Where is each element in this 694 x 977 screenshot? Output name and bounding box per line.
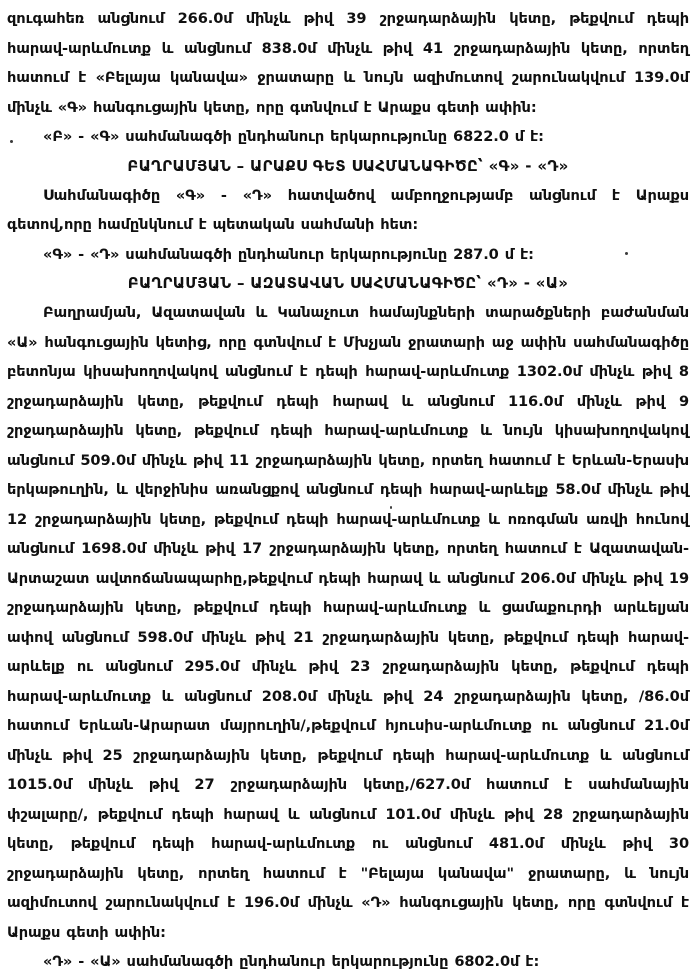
heading-baghramyan-araks-get: ԲԱՂՐԱՄՅԱՆ – ԱՐԱՔՍ ԳԵՏ ՍԱՀՄԱՆԱԳԻԾԸ՝ «Գ» - «Դ» bbox=[127, 156, 569, 175]
scan-speckle bbox=[390, 506, 392, 509]
paragraph-total-length-b-g: «Բ» - «Գ» սահմանագծի ընդհանուր երկարությունը 6822.0 մ է: bbox=[43, 128, 544, 145]
scan-speckle bbox=[625, 252, 628, 255]
heading-baghramyan-azatavan: ԲԱՂՐԱՄՅԱՆ – ԱԶԱՏԱՎԱՆ ՍԱՀՄԱՆԱԳԻԾԸ՝ «Դ» - «Ա» bbox=[127, 274, 569, 292]
scan-speckle bbox=[10, 140, 13, 143]
paragraph-continuation-bg-boundary: զուգահեռ անցնում 266.0մ մինչև թիվ 39 շրջադարձային կետը, թեքվում դեպի հարավ-արևմուտք և անցնում 838.0մ մինչև թիվ 41 շրջադարձային կետը, որտեղ հատում է «Բելայա կանավա» ջրատարը և նույն ազիմուտով շարունակվում 139.0մ մինչև «Գ» հանգուցային կետը, որը գտնվում է Արաքս գետի ափին: bbox=[7, 10, 689, 116]
paragraph-gd-boundary-description: Սահմանագիծը «Գ» - «Դ» հատվածով ամբողջությամբ անցնում է Արաքս գետով,որը համընկնում է պետական սահմանի հետ: bbox=[7, 186, 689, 233]
paragraph-total-length-d-a: «Դ» - «Ա» սահմանագծի ընդհանուր երկարությունը 6802.0մ է: bbox=[43, 953, 540, 970]
paragraph-da-boundary-description: Բաղրամյան, Ազատավան և Կանաչուտ համայնքների տարածքների բաժանման «Ա» հանգուցային կետից, որը գտնվում է Մխչյան ջրատարի աջ ափին սահմանագիծը բետոնյա կիսախողովակով անցնում է դեպի հարավ-արևմուտք 1302.0մ մինչև թիվ 8 շրջադարձային կետը, թեքվում դեպի հարավ և անցնում 116.0մ մինչև թիվ 9 շրջադարձային կետը, թեքվում դեպի հարավ-արևմուտք և նույն կիսախողովակով անցնում 509.0մ մինչև թիվ 11 շրջադարձային կետը, որտեղ հատում է Երևան-Երասխ երկաթուղին, և վերջինիս առանցքով անցնում դեպի հարավ-արևելք 58.0մ մինչև թիվ 12 շրջադարձային կետը, թեքվում դեպի հարավ-արևմուտք և ոռոգման առվի հունով անցնում 1698.0մ մինչև թիվ 17 շրջադարձային կետը, որտեղ հատում է Ազատավան-Արտաշատ ավտոճանապարհը,թեքվում դեպի հարավ և անցնում 206.0մ մինչև թիվ 19 շրջադարձային կետը, թեքվում դեպի հարավ-արևմուտք և ցամաքուրդի արևելյան ափով անցնում 598.0մ մինչև թիվ 21 շրջադարձային կետը, թեքվում դեպի հարավ-արևելք ու անցնում 295.0մ մինչև թիվ 23 շրջադարձային կետը, թեքվում դեպի հարավ-արևմուտք և անցնում 208.0մ մինչև թիվ 24 շրջադարձային կետը, /86.0մ հատում Երևան-Արարատ մայրուղին/,թեքվում հյուսիս-արևմուտք ու անցնում 21.0մ մինչև թիվ 25 շրջադարձային կետը, թեքվում դեպի հարավ-արևմուտք և անցնում 1015.0մ մինչև թիվ 27 շրջադարձային կետը,/627.0մ հատում է սահմանային փշալարը/, թեքվում դեպի հարավ և անցնում 101.0մ մինչև թիվ 28 շրջադարձային կետը, թեքվում դեպի հարավ-արևմուտք ու անցնում 481.0մ մինչև թիվ 30 շրջադարձային կետը, որտեղ հատում է "Բելայա կանավա" ջրատարը, և նույն ազիմուտով շարունակվում է 196.0մ մինչև «Դ» հանգուցային կետը, որը գտնվում է Արաքս գետի ափին: bbox=[7, 304, 689, 941]
paragraph-total-length-g-d: «Գ» - «Դ» սահմանագծի ընդհանուր երկարությունը 287.0 մ է: bbox=[43, 245, 534, 263]
